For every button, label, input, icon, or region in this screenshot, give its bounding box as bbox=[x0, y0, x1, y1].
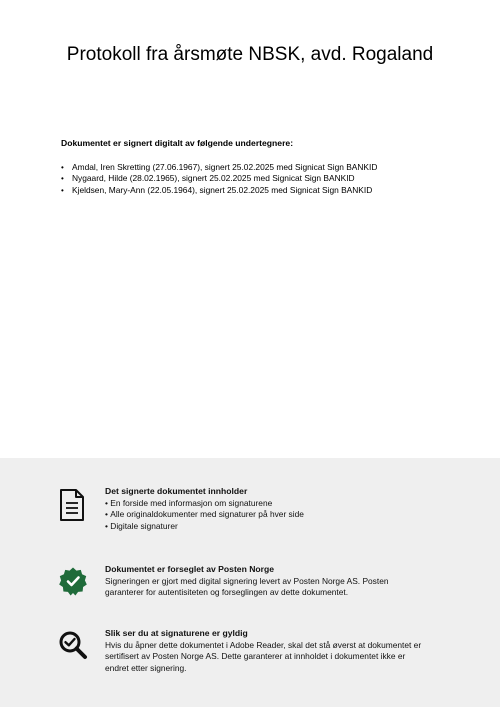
contents-item: • Digitale signaturer bbox=[105, 521, 425, 533]
contents-heading: Det signerte dokumentet innholder bbox=[105, 486, 248, 496]
seal-body: Signeringen er gjort med digital signering levert av Posten Norge AS. Posten garanterer for autentisiteten og forseglingen av dette dokumentet. bbox=[105, 575, 389, 597]
seal-heading: Dokumentet er forseglet av Posten Norge bbox=[105, 564, 275, 574]
verify-body: Hvis du åpner dette dokumentet i Adobe Reader, skal det stå øverst at dokumentet er sertifisert av Posten Norge AS. Dette garanterer at innholdet i dokumentet ikke er endret etter signering. bbox=[105, 639, 422, 673]
signer-item: • Kjeldsen, Mary-Ann (22.05.1964), signert 25.02.2025 med Signicat Sign BANKID bbox=[61, 185, 377, 196]
page-title: Protokoll fra årsmøte NBSK, avd. Rogaland bbox=[66, 44, 434, 65]
verify-heading: Slik ser du at signaturene er gyldig bbox=[105, 628, 248, 638]
document-icon bbox=[58, 488, 86, 527]
signers-list bbox=[61, 162, 377, 196]
info-footer bbox=[0, 458, 500, 707]
contents-item: • Alle originaldokumenter med signaturer på hver side bbox=[105, 509, 425, 521]
seal-check-icon bbox=[58, 566, 88, 601]
magnifier-check-icon bbox=[58, 630, 88, 665]
contents-item: • En forside med informasjon om signaturene bbox=[105, 498, 425, 510]
signer-item: • Nygaard, Hilde (28.02.1965), signert 25.02.2025 med Signicat Sign BANKID bbox=[61, 173, 377, 184]
signatures-heading: Dokumentet er signert digitalt av følgende undertegnere: bbox=[61, 138, 294, 148]
signer-item: • Amdal, Iren Skretting (27.06.1967), signert 25.02.2025 med Signicat Sign BANKID bbox=[61, 162, 377, 173]
